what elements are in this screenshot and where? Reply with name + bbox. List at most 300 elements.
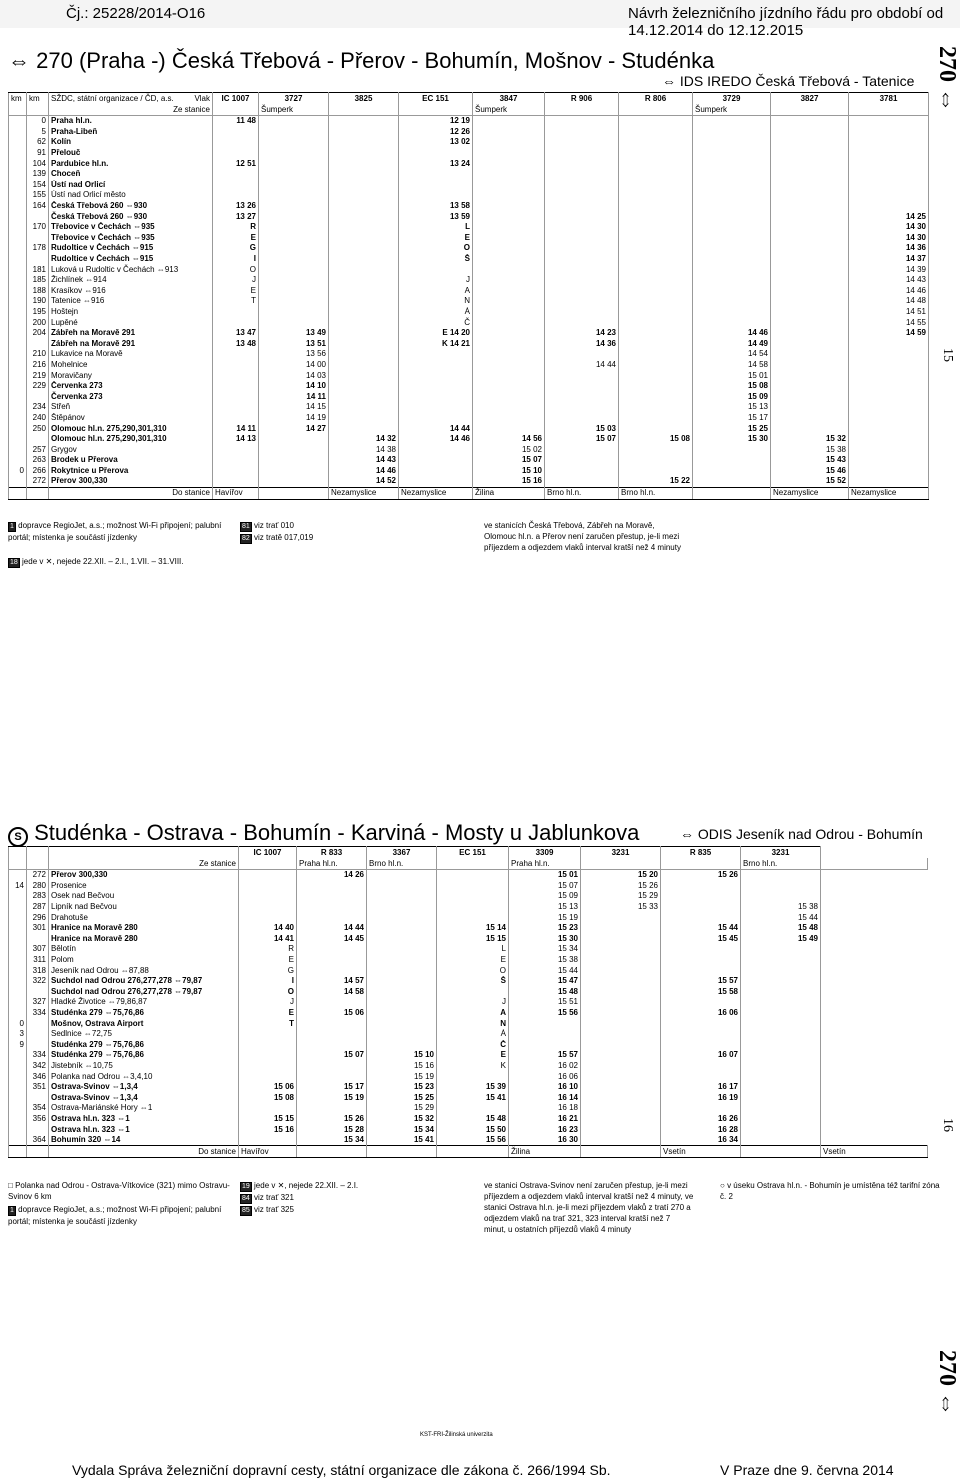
time-cell [259, 158, 329, 169]
station-name: Ostrava-Svinov ⇔1,3,4 [49, 1082, 239, 1093]
time-cell [239, 881, 297, 892]
km-value [27, 233, 49, 244]
time-cell: 15 20 [581, 870, 661, 881]
time-cell: 15 48 [437, 1114, 509, 1125]
station-name: Lupěné [49, 317, 213, 328]
time-cell: 13 27 [213, 211, 259, 222]
empty-cell [27, 487, 49, 499]
time-cell [771, 307, 849, 318]
time-cell [399, 391, 473, 402]
time-cell [473, 169, 545, 180]
time-cell [329, 243, 399, 254]
draft-title: Návrh železničního jízdního řádu pro období od 14.12.2014 do 12.12.2015 [628, 5, 944, 39]
train-number: R 806 [619, 93, 693, 105]
time-cell: 14 11 [259, 391, 329, 402]
time-cell [545, 370, 619, 381]
station-row [9, 934, 928, 945]
station-row [9, 1050, 928, 1061]
train-number-row [9, 93, 929, 105]
time-cell: 15 19 [509, 912, 581, 923]
time-cell [367, 934, 437, 945]
time-cell [297, 1103, 367, 1114]
km-value: 14 [9, 881, 27, 892]
timetable-section2 [8, 846, 928, 1158]
km-value [9, 116, 27, 127]
time-cell [297, 881, 367, 892]
to-station: Vsetín [661, 1146, 741, 1158]
km-value [9, 455, 27, 466]
from-station [213, 104, 259, 116]
time-cell: N [399, 296, 473, 307]
time-cell [619, 296, 693, 307]
time-cell: 16 34 [661, 1135, 741, 1146]
time-cell: 15 07 [509, 881, 581, 892]
km-value [9, 328, 27, 339]
time-cell [259, 286, 329, 297]
credit: KST-FRI-Žilinská univerzita [420, 1432, 493, 1438]
time-cell [213, 444, 259, 455]
time-cell [329, 413, 399, 424]
time-cell: 15 50 [437, 1124, 509, 1135]
from-station [545, 104, 619, 116]
time-cell: 16 18 [509, 1103, 581, 1114]
time-cell [329, 158, 399, 169]
time-cell: 14 44 [545, 360, 619, 371]
km-value [9, 254, 27, 265]
time-cell [473, 402, 545, 413]
km-value [27, 211, 49, 222]
time-cell: 15 29 [581, 891, 661, 902]
time-cell: 14 38 [329, 444, 399, 455]
km-value [9, 1050, 27, 1061]
km-value [9, 275, 27, 286]
station-row [9, 423, 929, 434]
time-cell: 15 14 [437, 923, 509, 934]
time-cell [437, 1103, 509, 1114]
station-row [9, 997, 928, 1008]
time-cell [693, 127, 771, 138]
km-value [9, 158, 27, 169]
time-cell [619, 286, 693, 297]
time-cell [693, 222, 771, 233]
km-value [27, 1092, 49, 1103]
time-cell [367, 870, 437, 881]
time-cell [771, 211, 849, 222]
time-cell [771, 264, 849, 275]
time-cell [239, 1061, 297, 1072]
time-cell: 14 27 [259, 423, 329, 434]
time-cell [509, 1018, 581, 1029]
time-cell: 13 49 [259, 328, 329, 339]
time-cell [619, 317, 693, 328]
double-arrow-icon: ⇔ [662, 73, 676, 89]
to-label: Do stanice [49, 487, 213, 499]
time-cell [619, 455, 693, 466]
time-cell [239, 1040, 297, 1051]
time-cell [399, 190, 473, 201]
time-cell: L [399, 222, 473, 233]
time-cell [619, 444, 693, 455]
station-row [9, 148, 929, 159]
time-cell [849, 190, 929, 201]
km-header: km [27, 93, 49, 105]
time-cell [619, 169, 693, 180]
time-cell [367, 987, 437, 998]
km-value: 301 [27, 923, 49, 934]
km-value: 155 [27, 190, 49, 201]
from-label: Ze stanice [49, 858, 239, 870]
time-cell [259, 264, 329, 275]
km-value [27, 1018, 49, 1029]
station-name: Hranice na Moravě 280 [49, 923, 239, 934]
time-cell [581, 1135, 661, 1146]
station-row [9, 370, 929, 381]
time-cell: 15 17 [693, 413, 771, 424]
station-row [9, 1092, 928, 1103]
time-cell [259, 180, 329, 191]
time-cell [619, 233, 693, 244]
km-value: 234 [27, 402, 49, 413]
km-value [9, 955, 27, 966]
station-row [9, 169, 929, 180]
km-value [9, 1092, 27, 1103]
from-station: Praha hl.n. [297, 858, 367, 870]
station-name: Třebovice v Čechách ⇔935 [49, 222, 213, 233]
time-cell [329, 296, 399, 307]
time-cell: 16 23 [509, 1124, 581, 1135]
time-cell [213, 413, 259, 424]
km-value [9, 1114, 27, 1125]
time-cell [329, 180, 399, 191]
time-cell: K 14 21 [399, 338, 473, 349]
time-cell [771, 349, 849, 360]
time-cell [619, 116, 693, 127]
time-cell [509, 1040, 581, 1051]
page-number-16: 16 [940, 1118, 955, 1132]
time-cell: 15 02 [473, 444, 545, 455]
time-cell: 13 58 [399, 201, 473, 212]
time-cell: 14 48 [849, 296, 929, 307]
time-cell [619, 243, 693, 254]
time-cell [741, 870, 821, 881]
station-name: Osek nad Bečvou [49, 891, 239, 902]
section2-ids: ⇔ ODIS Jeseník nad Odrou - Bohumín [680, 826, 923, 842]
time-cell: 14 30 [849, 222, 929, 233]
time-cell [259, 116, 329, 127]
to-station [581, 1146, 661, 1158]
time-cell [473, 286, 545, 297]
time-cell [619, 148, 693, 159]
time-cell [329, 402, 399, 413]
time-cell [399, 476, 473, 487]
km-value [9, 180, 27, 191]
time-cell [619, 201, 693, 212]
km-value [9, 296, 27, 307]
station-name: Rokytnice u Přerova [49, 466, 213, 477]
station-name: Tatenice ⇔916 [49, 296, 213, 307]
km-value: 164 [27, 201, 49, 212]
time-cell [619, 328, 693, 339]
time-cell [619, 275, 693, 286]
time-cell [619, 254, 693, 265]
station-row [9, 476, 929, 487]
time-cell: 14 46 [399, 434, 473, 445]
time-cell [297, 912, 367, 923]
time-cell: 14 46 [329, 466, 399, 477]
time-cell [239, 912, 297, 923]
time-cell [367, 997, 437, 1008]
time-cell: 15 13 [509, 902, 581, 913]
time-cell [213, 148, 259, 159]
station-name: Drahotuše [49, 912, 239, 923]
time-cell [693, 116, 771, 127]
station-name: Praha-Libeň [49, 127, 213, 138]
from-station: Šumperk [693, 104, 771, 116]
time-cell [771, 423, 849, 434]
time-cell: 15 32 [367, 1114, 437, 1125]
time-cell [367, 902, 437, 913]
time-cell [213, 476, 259, 487]
time-cell: 13 02 [399, 137, 473, 148]
time-cell [741, 1071, 821, 1082]
time-cell: 14 13 [213, 434, 259, 445]
time-cell: 15 41 [437, 1092, 509, 1103]
time-cell [693, 169, 771, 180]
train-number: 3729 [693, 93, 771, 105]
station-name: Choceň [49, 169, 213, 180]
km-value: 0 [9, 1018, 27, 1029]
km-value [9, 169, 27, 180]
time-cell: 13 51 [259, 338, 329, 349]
empty-cell [27, 858, 49, 870]
time-cell: 14 37 [849, 254, 929, 265]
km-value [9, 987, 27, 998]
time-cell: J [239, 997, 297, 1008]
time-cell [771, 137, 849, 148]
station-row [9, 286, 929, 297]
from-station [581, 858, 661, 870]
time-cell: 15 07 [473, 455, 545, 466]
time-cell [239, 870, 297, 881]
time-cell [259, 254, 329, 265]
time-cell: 14 46 [693, 328, 771, 339]
time-cell: 14 19 [259, 413, 329, 424]
time-cell [545, 190, 619, 201]
time-cell: 16 19 [661, 1092, 741, 1103]
train-number: R 835 [661, 847, 741, 859]
empty-cell [9, 858, 27, 870]
time-cell [545, 307, 619, 318]
time-cell [741, 1092, 821, 1103]
time-cell [771, 296, 849, 307]
time-cell [581, 1071, 661, 1082]
time-cell [581, 1018, 661, 1029]
time-cell [367, 912, 437, 923]
time-cell: J [213, 275, 259, 286]
time-cell: 15 03 [545, 423, 619, 434]
to-station: Nezamyslice [771, 487, 849, 499]
time-cell: 14 11 [213, 423, 259, 434]
to-station-row [9, 1146, 928, 1158]
station-row [9, 190, 929, 201]
time-cell [329, 317, 399, 328]
time-cell: 15 32 [771, 434, 849, 445]
section2-side-number: 270 ⇔ [934, 1350, 960, 1416]
time-cell [399, 349, 473, 360]
time-cell [473, 116, 545, 127]
time-cell: 15 25 [367, 1092, 437, 1103]
double-arrow-icon: ⇔ [680, 826, 694, 842]
time-cell: J [437, 997, 509, 1008]
time-cell [581, 1092, 661, 1103]
to-station: Brno hl.n. [545, 487, 619, 499]
time-cell [545, 275, 619, 286]
time-cell: 15 29 [367, 1103, 437, 1114]
time-cell [399, 413, 473, 424]
time-cell [693, 275, 771, 286]
timetable-section1 [8, 92, 929, 500]
station-name: Kolín [49, 137, 213, 148]
km-header [27, 847, 49, 859]
time-cell [329, 423, 399, 434]
time-cell: Š [399, 254, 473, 265]
km-value [9, 923, 27, 934]
time-cell [399, 466, 473, 477]
station-row [9, 1029, 928, 1040]
time-cell: 15 38 [509, 955, 581, 966]
time-cell [581, 923, 661, 934]
time-cell [693, 254, 771, 265]
station-row [9, 1008, 928, 1019]
km-value [9, 137, 27, 148]
time-cell [661, 997, 741, 1008]
station-name: Ústí nad Orlicí [49, 180, 213, 191]
time-cell [741, 1135, 821, 1146]
time-cell [771, 360, 849, 371]
time-cell [473, 413, 545, 424]
time-cell [213, 466, 259, 477]
time-cell [619, 423, 693, 434]
train-number: R 906 [545, 93, 619, 105]
time-cell [473, 338, 545, 349]
station-row [9, 201, 929, 212]
km-value [9, 211, 27, 222]
km-value [9, 434, 27, 445]
note-82: 82 viz tratě 017,019 [242, 533, 314, 542]
time-cell: 15 51 [509, 997, 581, 1008]
time-cell [437, 987, 509, 998]
km-value [9, 997, 27, 1008]
time-cell [619, 264, 693, 275]
time-cell: 15 07 [545, 434, 619, 445]
station-name: Přerov 300,330 [49, 870, 239, 881]
train-number: EC 151 [399, 93, 473, 105]
time-cell [693, 201, 771, 212]
km-value [9, 1103, 27, 1114]
time-cell: 14 00 [259, 360, 329, 371]
km-header [9, 847, 27, 859]
empty-cell [9, 1146, 27, 1158]
time-cell [849, 148, 929, 159]
time-cell [545, 466, 619, 477]
time-cell [849, 423, 929, 434]
train-label: Vlak [194, 93, 210, 103]
time-cell: E [239, 1008, 297, 1019]
time-cell: Š [437, 976, 509, 987]
km-value [9, 1082, 27, 1093]
time-cell: 15 47 [509, 976, 581, 987]
time-cell: 15 33 [581, 902, 661, 913]
time-cell [581, 944, 661, 955]
station-row [9, 254, 929, 265]
station-row [9, 180, 929, 191]
time-cell [399, 455, 473, 466]
km-value: 0 [27, 116, 49, 127]
time-cell: 16 30 [509, 1135, 581, 1146]
time-cell [473, 190, 545, 201]
from-station [849, 104, 929, 116]
time-cell: 14 39 [849, 264, 929, 275]
time-cell: 15 26 [297, 1114, 367, 1125]
time-cell [213, 137, 259, 148]
km-value [9, 402, 27, 413]
time-cell: 15 28 [297, 1124, 367, 1135]
time-cell [661, 1040, 741, 1051]
station-row [9, 1018, 928, 1029]
from-station-row [9, 104, 929, 116]
km-value: 346 [27, 1071, 49, 1082]
time-cell [297, 1071, 367, 1082]
time-cell [367, 923, 437, 934]
km-value [9, 891, 27, 902]
station-name: Polanka nad Odrou ⇔3,4,10 [49, 1071, 239, 1082]
time-cell: 13 24 [399, 158, 473, 169]
time-cell [367, 955, 437, 966]
time-cell [437, 1071, 509, 1082]
operator-header [49, 847, 239, 859]
km-value: 210 [27, 349, 49, 360]
time-cell: 14 44 [297, 923, 367, 934]
km-value [27, 254, 49, 265]
time-cell: E [213, 286, 259, 297]
time-cell [473, 296, 545, 307]
time-cell [437, 902, 509, 913]
page-number-15: 15 [940, 348, 955, 362]
time-cell: 14 59 [849, 328, 929, 339]
time-cell [437, 881, 509, 892]
km-value [9, 423, 27, 434]
time-cell [741, 976, 821, 987]
time-cell [473, 264, 545, 275]
time-cell: 15 08 [693, 381, 771, 392]
time-cell: 15 06 [239, 1082, 297, 1093]
km-value: 356 [27, 1114, 49, 1125]
km-value: 181 [27, 264, 49, 275]
time-cell [473, 137, 545, 148]
train-number: 3309 [509, 847, 581, 859]
time-cell: 14 52 [329, 476, 399, 487]
station-row [9, 317, 929, 328]
time-cell [473, 233, 545, 244]
time-cell: E 14 20 [399, 328, 473, 339]
time-cell: 14 41 [239, 934, 297, 945]
time-cell: 15 49 [741, 934, 821, 945]
km-value [9, 1135, 27, 1146]
time-cell [545, 180, 619, 191]
station-row [9, 402, 929, 413]
time-cell [771, 391, 849, 402]
from-station: Brno hl.n. [741, 858, 821, 870]
